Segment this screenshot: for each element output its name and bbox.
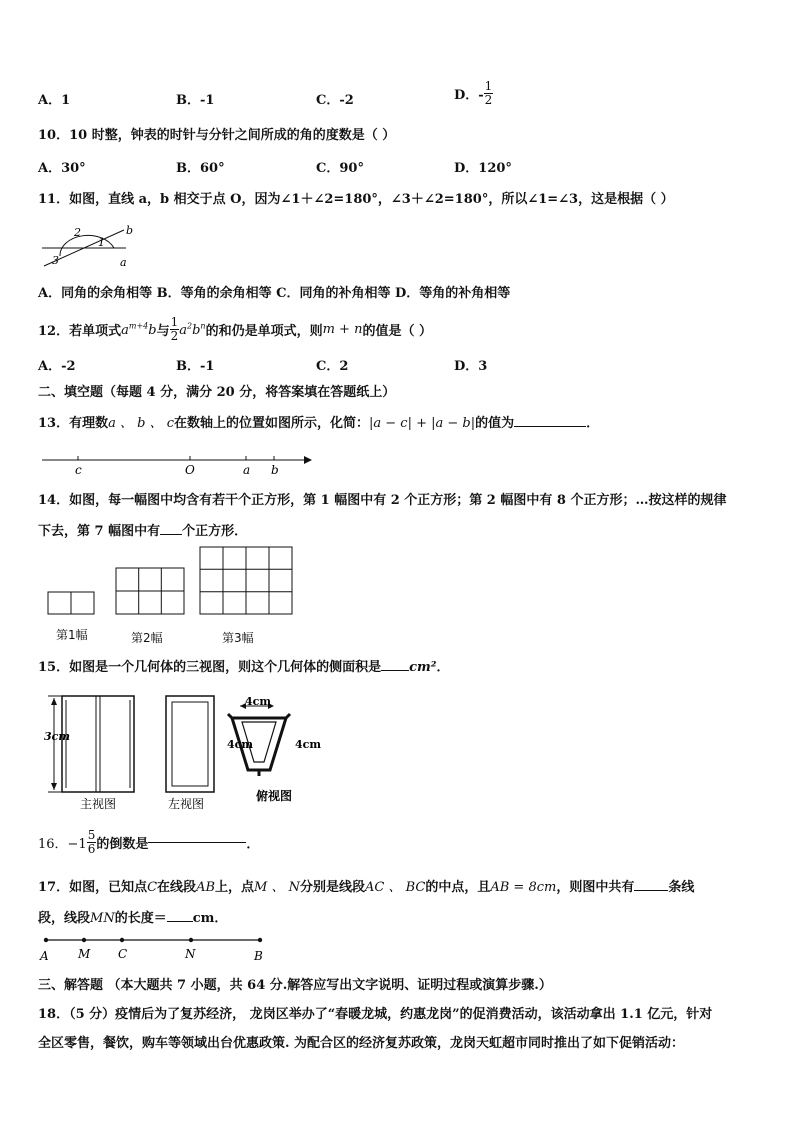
q16-fraction xyxy=(87,829,97,856)
q17-acbc: AC 、 BC xyxy=(365,880,426,895)
q13-vars: a 、 b 、 c xyxy=(108,416,174,431)
label-b: B xyxy=(254,949,263,963)
q17-segments-blank[interactable] xyxy=(634,890,668,891)
q12-mono2-a: a xyxy=(179,322,187,338)
q16-stem xyxy=(38,829,259,856)
angle-3-label: 3 xyxy=(52,254,59,267)
q9-option-b: B．-1 xyxy=(176,93,215,108)
q12-mono2-b: b xyxy=(192,322,201,338)
line-b-label: b xyxy=(126,224,134,237)
label-a: a xyxy=(243,463,251,477)
q15-three-views xyxy=(42,692,342,817)
left-view-caption: 左视图 xyxy=(168,797,205,811)
q14-line-1: 14．如图，每一幅图中均含有若干个正方形，第 1 幅图中有 2 个正方形；第 2 幅图中有 8 个正方形；…按这样的规律 xyxy=(38,493,727,508)
q11-stem: 11．如图，直线 a，b 相交于点 O，因为∠1＋∠2=180°，∠3＋∠2=180°，所以∠1=∠3，这是根据（ ） xyxy=(38,192,674,207)
q12-mono2 xyxy=(179,323,205,338)
point-m xyxy=(82,938,86,942)
point-b xyxy=(258,938,262,942)
q12-option-a: A．-2 xyxy=(38,359,76,374)
q10-option-a: A．30° xyxy=(38,161,86,176)
label-o: O xyxy=(185,463,195,477)
q14-line-2-pre: 下去，第 7 幅图中有 xyxy=(38,524,161,539)
q14-line-2 xyxy=(38,520,247,539)
q15-pre: 15．如图是一个几何体的三视图，则这个几何体的侧面积是 xyxy=(38,660,382,675)
q15-answer-blank[interactable] xyxy=(381,670,409,671)
q17-pre: 17．如图，已知点 xyxy=(38,880,148,895)
top-view-label-top: 4cm xyxy=(245,695,271,708)
q12-mono1-exp: m+4 xyxy=(128,321,149,331)
height-label: 3cm xyxy=(44,730,70,743)
label-m: M xyxy=(78,947,91,961)
q18-line-2: 全区零售，餐饮，购车等领域出台优惠政策. 为配合区的经济复苏政策，龙岗天虹超市同时推出了如下促销活动： xyxy=(38,1036,685,1051)
section-2-heading: 二、填空题（每题 4 分，满分 20 分，将答案填在答题纸上） xyxy=(38,385,396,400)
q16-frac-num: 5 xyxy=(87,828,96,842)
pattern-1 xyxy=(48,592,94,614)
q17-c: C xyxy=(147,880,158,895)
front-view-caption: 主视图 xyxy=(80,797,117,811)
q17-f: 条线 xyxy=(668,880,695,895)
q12-expr: m + n xyxy=(322,322,363,337)
q17-segment-figure xyxy=(38,932,278,968)
q12-frac-num: 1 xyxy=(170,315,179,329)
q13-end: ． xyxy=(586,416,600,431)
q16-frac-den: 6 xyxy=(87,842,96,856)
q17-line-1 xyxy=(38,876,694,895)
q9-option-d xyxy=(454,80,493,107)
q11-intersecting-lines-figure xyxy=(38,222,148,272)
angle-1-label: 1 xyxy=(98,236,105,249)
q17-line2-pre: 段，线段 xyxy=(38,911,91,926)
q13-pre: 13．有理数 xyxy=(38,416,109,431)
top-view-label-right: 4cm xyxy=(295,738,321,751)
q12-mono1-b: b xyxy=(148,322,157,338)
q17-line2-end: cm． xyxy=(192,911,228,926)
q15-stem xyxy=(38,656,449,675)
caption-pattern-3: 第3幅 xyxy=(222,631,254,645)
q17-line2-post: 的长度＝ xyxy=(114,911,167,926)
angle-2-label: 2 xyxy=(74,226,81,239)
q17-mn2: MN xyxy=(90,911,115,926)
q16-end: ． xyxy=(246,837,260,852)
q13-mid: 在数轴上的位置如图所示，化简： xyxy=(173,416,369,431)
q13-answer-blank[interactable] xyxy=(514,426,586,427)
q13-post: 的值为 xyxy=(475,416,515,431)
label-a: A xyxy=(40,949,49,963)
q10-stem: 10．10 时整，钟表的时针与分针之间所成的角的度数是（ ） xyxy=(38,128,396,143)
q12-pre: 12．若单项式 xyxy=(38,324,122,339)
top-view-caption: 俯视图 xyxy=(256,789,293,803)
q17-b: 上，点 xyxy=(215,880,255,895)
q12-mono2-bexp: n xyxy=(200,321,206,331)
q12-post: 的和仍是单项式，则 xyxy=(205,324,323,339)
q14-answer-blank[interactable] xyxy=(160,534,182,535)
caption-pattern-2: 第2幅 xyxy=(131,631,163,645)
q9-option-d-fraction xyxy=(484,80,494,107)
q16-pre: 16．−1 xyxy=(38,837,87,852)
label-b: b xyxy=(271,463,279,477)
q13-number-line xyxy=(42,446,322,478)
line-a-label: a xyxy=(120,256,127,269)
q18-line-1: 18．（5 分）疫情后为了复苏经济， 龙岗区举办了“春暖龙城，约惠龙岗”的促消费活动，该活动拿出 1.1 亿元，针对 xyxy=(38,1007,713,1022)
q16-answer-blank[interactable] xyxy=(148,842,246,843)
q12-mono1-a: a xyxy=(121,322,129,338)
q17-c-text: 分别是线段 xyxy=(299,880,365,895)
pattern-2 xyxy=(116,568,184,614)
point-n xyxy=(189,938,193,942)
label-n: N xyxy=(185,947,196,961)
q17-length-blank[interactable] xyxy=(167,921,193,922)
q13-stem xyxy=(38,412,599,431)
q10-option-d: D．120° xyxy=(454,161,512,176)
q12-mono1 xyxy=(121,323,156,338)
q11-options: A．同角的余角相等 B．等角的余角相等 C．同角的补角相等 D．等角的补角相等 xyxy=(38,286,511,301)
q12-mono2-exp: 2 xyxy=(187,321,193,331)
section-3-heading: 三、解答题 （本大题共 7 小题，共 64 分.解答应写出文字说明、证明过程或演算步骤.） xyxy=(38,978,552,993)
q9-option-d-prefix: D．- xyxy=(454,88,484,103)
q12-option-d: D．3 xyxy=(454,359,488,374)
q13-expr: |a − c| + |a − b| xyxy=(369,416,476,431)
left-view xyxy=(166,696,214,792)
q9-option-a: A．1 xyxy=(38,93,71,108)
q12-mid: 与 xyxy=(156,324,170,339)
q16-post: 的倒数是 xyxy=(96,837,149,852)
q9-option-c: C．-2 xyxy=(316,93,354,108)
pattern-3 xyxy=(200,547,292,614)
point-c xyxy=(120,938,124,942)
q15-end: ． xyxy=(436,660,450,675)
q12-end: 的值是（ ） xyxy=(362,324,432,339)
q14-square-patterns xyxy=(46,545,306,620)
q17-e: ，则图中共有 xyxy=(556,880,635,895)
q10-option-b: B．60° xyxy=(176,161,225,176)
q17-line-2 xyxy=(38,907,227,926)
q12-fraction xyxy=(170,316,180,343)
q9-d-denominator: 2 xyxy=(484,93,493,107)
q17-eq: AB = 8cm xyxy=(490,880,557,895)
q12-option-b: B．-1 xyxy=(176,359,215,374)
q17-d: 的中点，且 xyxy=(425,880,491,895)
q12-option-c: C．2 xyxy=(316,359,349,374)
q15-unit: cm² xyxy=(409,660,437,675)
q9-d-numerator: 1 xyxy=(484,79,493,93)
label-c: C xyxy=(118,947,128,961)
label-c: c xyxy=(75,463,82,477)
front-view xyxy=(48,696,134,792)
q12-frac-den: 2 xyxy=(170,329,179,343)
q17-a: 在线段 xyxy=(157,880,197,895)
caption-pattern-1: 第1幅 xyxy=(56,628,88,642)
q10-option-c: C．90° xyxy=(316,161,364,176)
q17-ab: AB xyxy=(196,880,216,895)
q17-mn: M 、 N xyxy=(254,880,300,895)
point-a xyxy=(44,938,48,942)
axis-arrow xyxy=(304,456,312,464)
top-view-label-left: 4cm xyxy=(227,738,253,751)
q12-stem xyxy=(38,316,432,343)
q14-line-2-post: 个正方形． xyxy=(182,524,248,539)
